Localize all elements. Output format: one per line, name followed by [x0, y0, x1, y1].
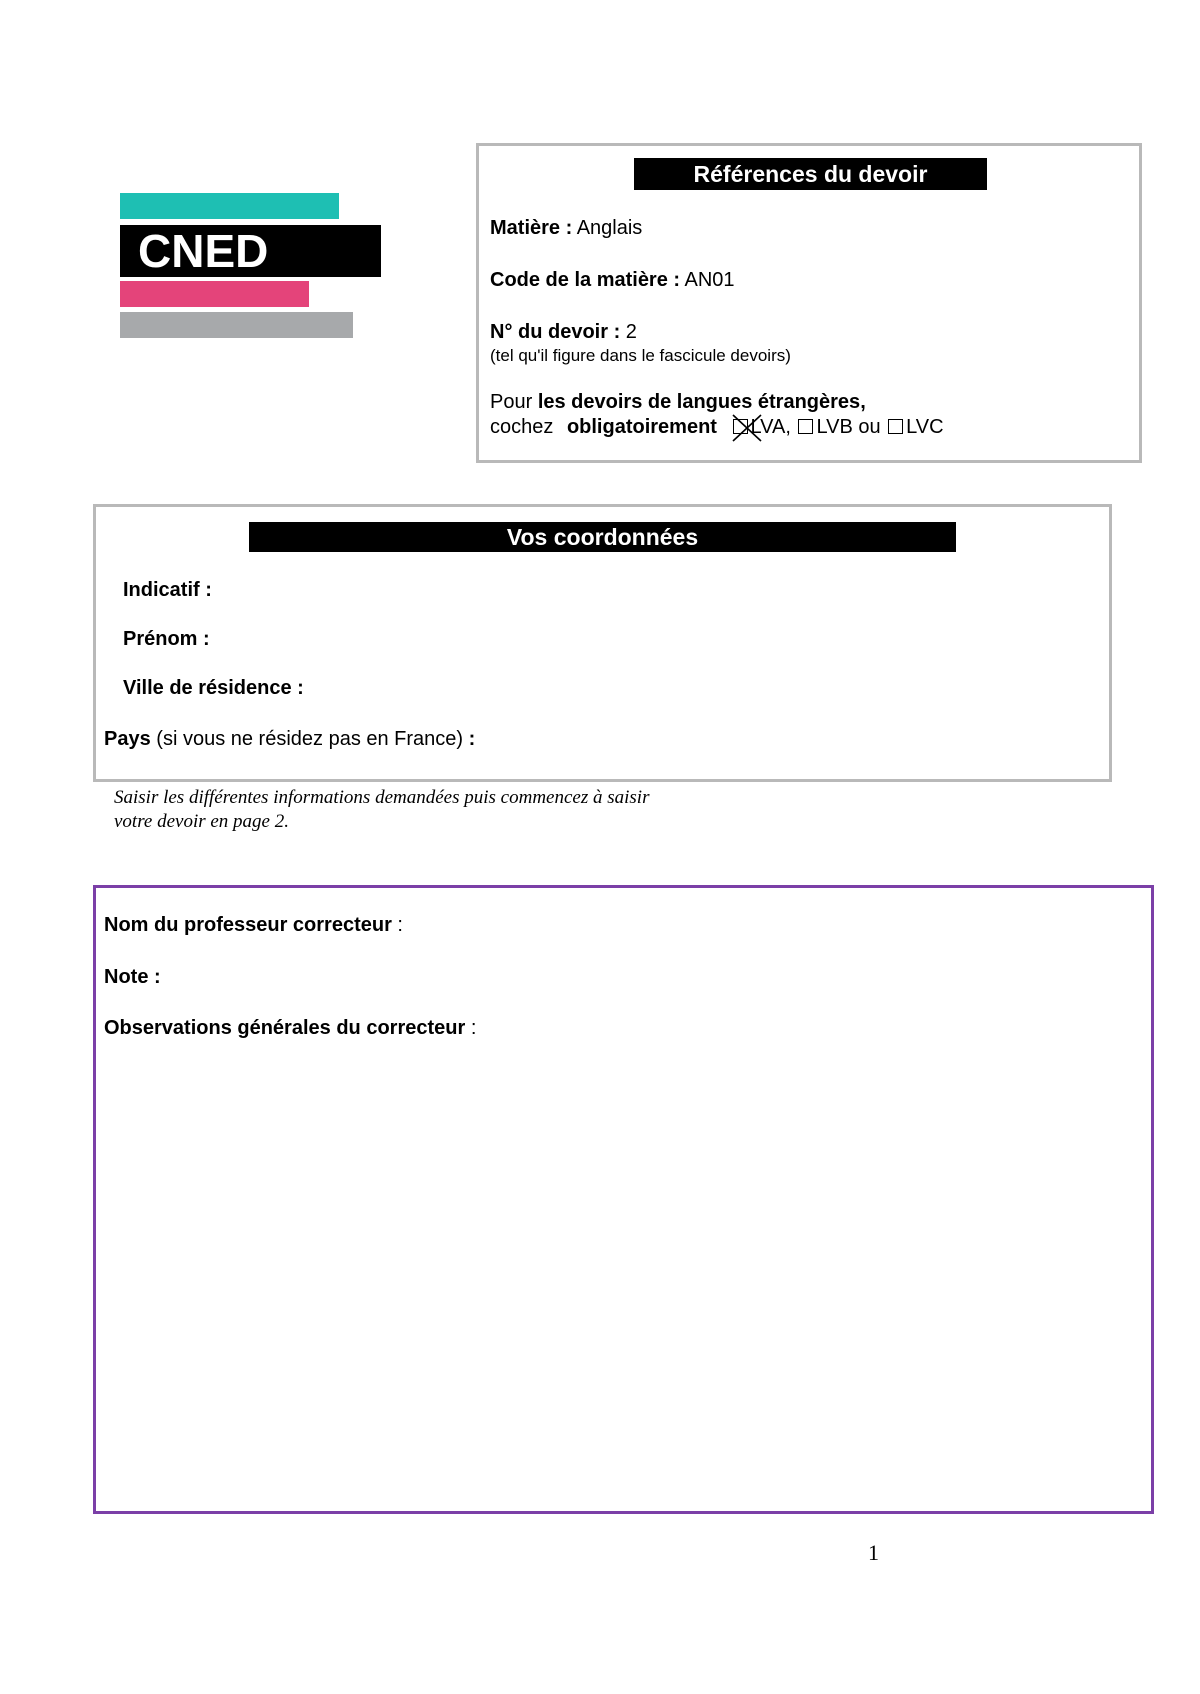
observations-line: [104, 1017, 476, 1040]
devoir-value: 2: [625, 321, 637, 343]
option-lvc[interactable]: [886, 416, 943, 438]
lvb-checkbox[interactable]: [798, 419, 813, 434]
langues-prefix: Pour: [490, 391, 533, 413]
coordonnees-banner: Vos coordonnées: [249, 522, 956, 552]
logo-pink-bar: [120, 281, 309, 307]
langues-suffix: ,: [860, 391, 866, 413]
devoir-label: N° du devoir :: [490, 321, 621, 343]
langues-bold: les devoirs de langues étrangères: [537, 391, 861, 413]
pays-note: (si vous ne résidez pas en France): [156, 728, 464, 750]
code-label: Code de la matière :: [490, 269, 681, 291]
matiere-line: [490, 217, 642, 240]
pays-colon: :: [468, 728, 476, 750]
references-banner: Références du devoir: [634, 158, 987, 190]
lva-checkbox[interactable]: [733, 419, 748, 434]
observations-colon: :: [470, 1017, 477, 1039]
code-line: [490, 269, 735, 292]
indicatif-label[interactable]: Indicatif :: [123, 579, 212, 601]
nom-correcteur-line: [104, 914, 403, 937]
logo-text: CNED: [138, 225, 269, 277]
cned-logo: [120, 193, 385, 339]
correcteur-box: [93, 885, 1154, 1514]
pays-label: Pays: [104, 728, 151, 750]
instructions-line-1: Saisir les différentes informations demandées puis commencez à saisir: [114, 787, 650, 808]
devoir-note: (tel qu'il figure dans le fascicule devoirs): [490, 346, 791, 365]
nom-correcteur-label: Nom du professeur correcteur: [104, 914, 392, 936]
option-lva[interactable]: [731, 416, 797, 438]
prenom-label[interactable]: Prénom :: [123, 628, 210, 650]
logo-teal-bar: [120, 193, 339, 219]
nom-correcteur-colon: :: [397, 914, 403, 936]
logo-grey-bar: [120, 312, 353, 338]
page-number: 1: [868, 1540, 879, 1565]
cochez-text: cochez: [490, 416, 554, 438]
option-lvb[interactable]: [796, 416, 886, 438]
pays-line[interactable]: [104, 728, 475, 751]
lvb-label: LVB ou: [816, 416, 881, 438]
devoir-line: [490, 321, 637, 344]
coordonnees-box: [93, 504, 1112, 782]
instructions: [114, 786, 649, 834]
instructions-line-2: votre devoir en page 2.: [114, 811, 289, 832]
checkmark-x-icon: [731, 413, 765, 443]
observations-label: Observations générales du correcteur: [104, 1017, 466, 1039]
matiere-value: Anglais: [576, 217, 643, 239]
references-box: [476, 143, 1142, 463]
lvc-label: LVC: [906, 416, 944, 438]
lva-label: LVA,: [750, 416, 791, 438]
logo-black-bar: [120, 225, 381, 277]
ville-label[interactable]: Ville de résidence :: [123, 677, 304, 699]
langues-line: [490, 391, 866, 414]
matiere-label: Matière :: [490, 217, 573, 239]
code-value: AN01: [684, 269, 735, 291]
obligatoirement-text: obligatoirement: [566, 416, 717, 438]
options-line: [490, 416, 944, 439]
lvc-checkbox[interactable]: [888, 419, 903, 434]
note-label: Note :: [104, 966, 161, 988]
